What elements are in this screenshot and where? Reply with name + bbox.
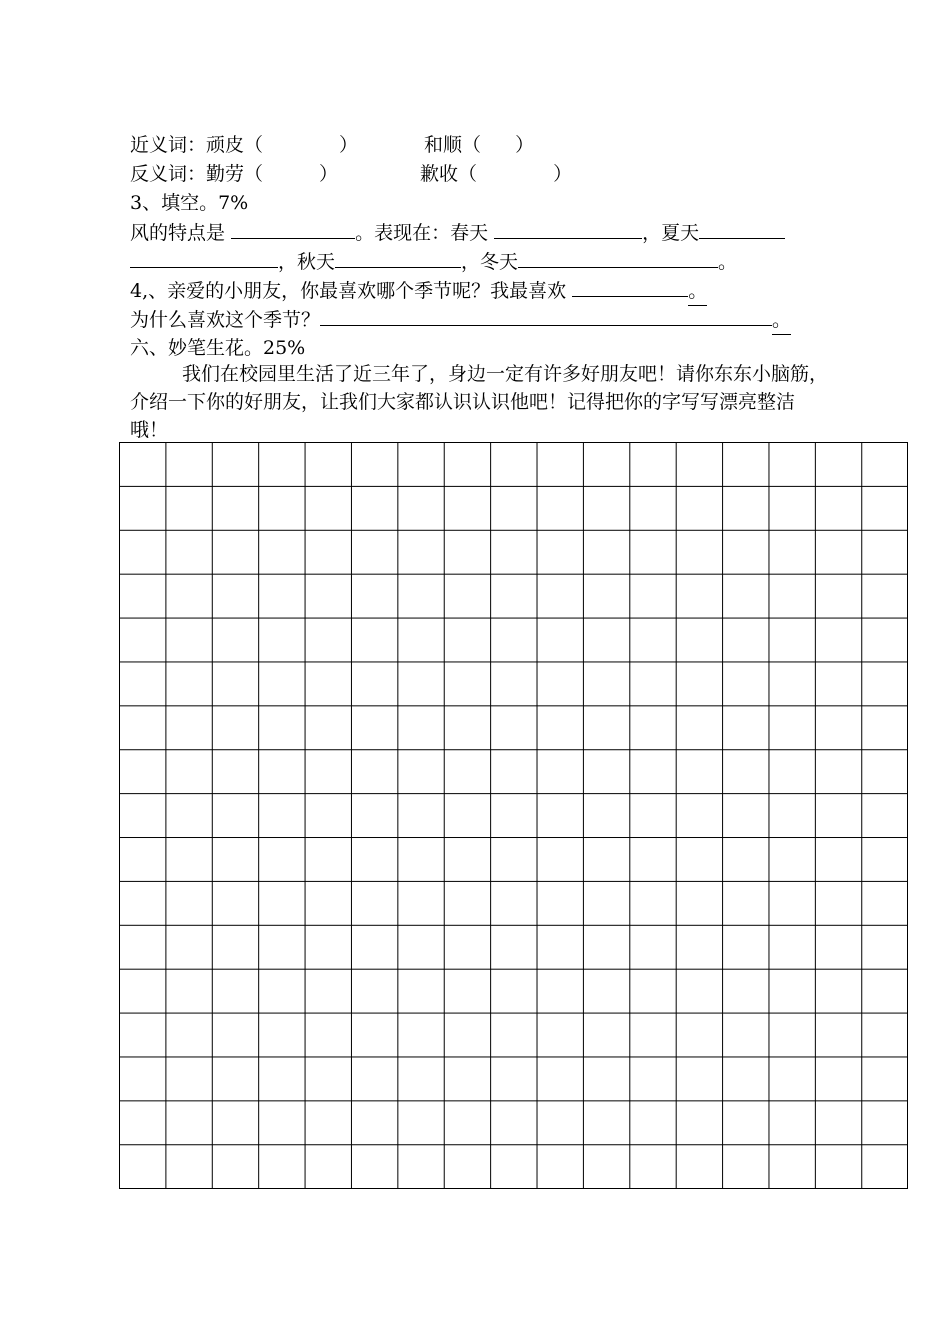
paren-close: ） (515, 134, 535, 156)
paren-close: ） (319, 163, 339, 185)
winter-label: ，冬天 (461, 251, 519, 273)
period: 。 (772, 306, 791, 335)
writing-prompt-text: 我们在校园里生活了近三年了，身边一定有许多好朋友吧！请你东东小脑筋，介绍一下你的好朋友，让我们大家都认识认识他吧！记得把你的字写写漂亮整洁哦！ (130, 363, 829, 441)
question-6-title: 六、妙笔生花。25% (130, 337, 306, 359)
antonym-word-1: 勤劳（ (206, 163, 264, 185)
summer-blank-cont[interactable] (130, 247, 278, 268)
period: 。 (718, 251, 738, 273)
winter-blank[interactable] (518, 247, 718, 268)
synonym-word-1: 顽皮（ (206, 134, 264, 156)
antonyms-row (130, 160, 572, 188)
question-3-title: 3、填空。7% (130, 192, 249, 214)
synonyms-row (130, 131, 534, 159)
summer-blank[interactable] (699, 218, 785, 239)
antonyms-label: 反义词： (130, 163, 207, 185)
antonym-word-2: 歉收（ (420, 163, 478, 185)
favorite-season-label: 4,、亲爱的小朋友，你最喜欢哪个季节呢？我最喜欢 (130, 280, 567, 302)
wind-feature-label: 风的特点是 (130, 222, 226, 244)
question-4-line-1 (130, 276, 707, 304)
autumn-label: ，秋天 (278, 251, 336, 273)
synonyms-label: 近义词： (130, 134, 207, 156)
why-label: 为什么喜欢这个季节？ (130, 309, 321, 331)
paren-close: ） (339, 134, 359, 156)
favorite-season-blank[interactable] (572, 276, 688, 297)
question-4-line-2 (130, 305, 791, 333)
paren-close: ） (553, 163, 573, 185)
spring-blank[interactable] (494, 218, 642, 239)
synonym-word-2: 和顺（ (424, 134, 482, 156)
writing-grid[interactable] (119, 442, 908, 1189)
period: 。 (688, 277, 707, 306)
autumn-blank[interactable] (335, 247, 461, 268)
wind-feature-blank[interactable] (231, 218, 355, 239)
summer-label: ，夏天 (642, 222, 700, 244)
spring-label: 。表现在：春天 (355, 222, 489, 244)
writing-prompt (130, 360, 830, 444)
why-blank[interactable] (320, 305, 772, 326)
question-3-line-1 (130, 218, 785, 246)
question-3-line-2 (130, 247, 737, 275)
